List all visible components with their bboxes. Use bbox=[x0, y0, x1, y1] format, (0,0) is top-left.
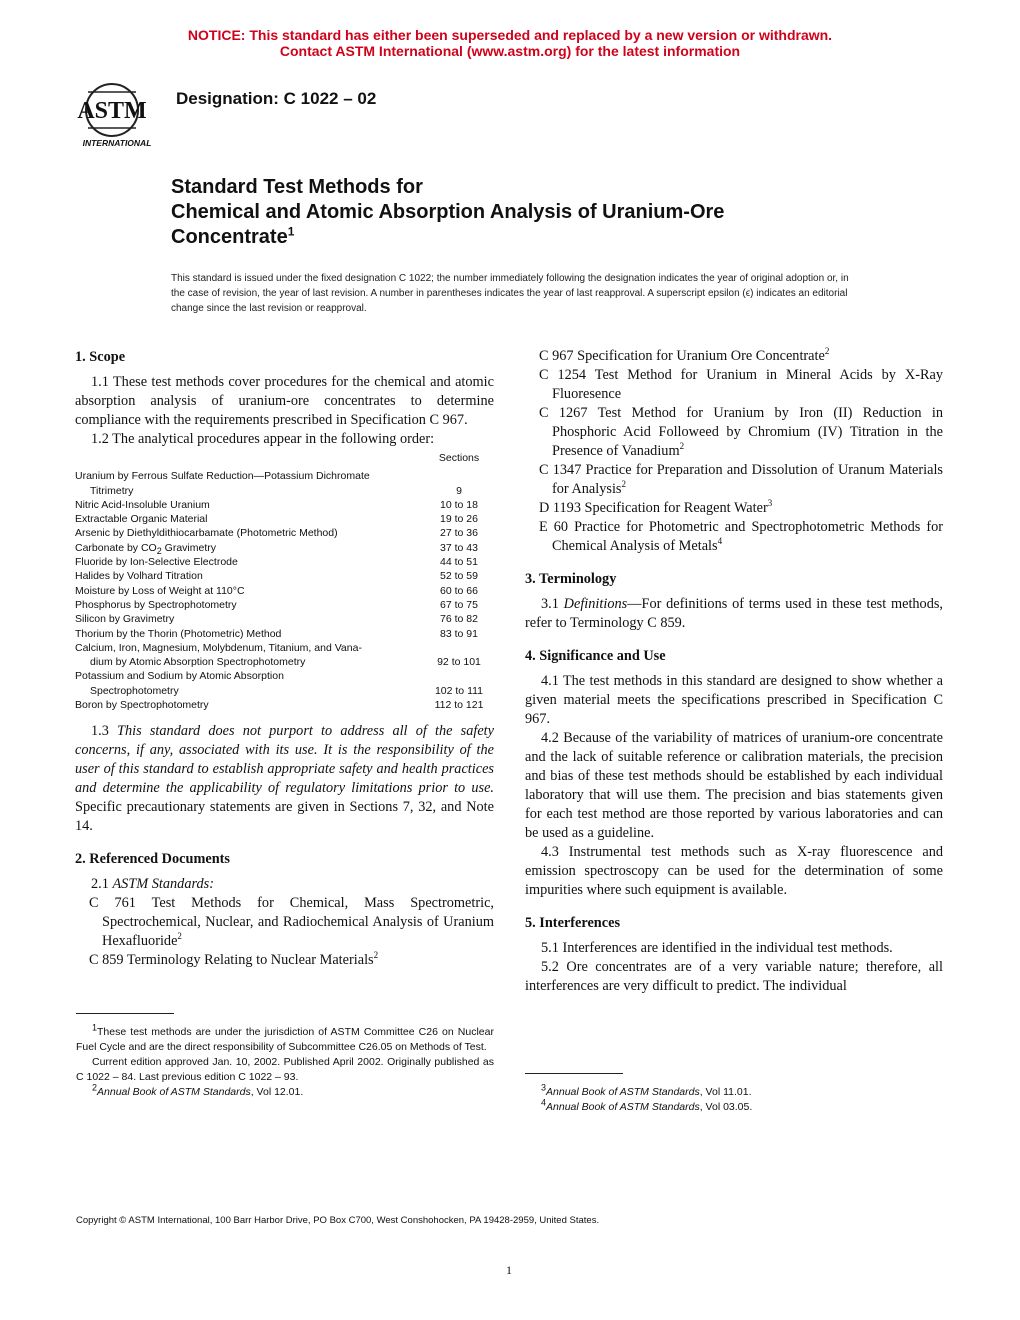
ref-item-fn: 2 bbox=[177, 931, 182, 942]
procedure-name bbox=[75, 541, 216, 555]
procedures-table-header bbox=[75, 451, 494, 465]
footnote-3-italic: Annual Book of ASTM Standards bbox=[546, 1086, 700, 1098]
procedures-row bbox=[75, 627, 494, 641]
procedure-name: Silicon by Gravimetry bbox=[75, 613, 175, 626]
procedure-sections: 112 to 121 bbox=[434, 699, 484, 712]
ref-item-text: C 1267 Test Method for Uranium by Iron (II) Reduction in Phosphoric Acid Followeed by Chromium (IV) Titration in the Presence of Vanadium bbox=[539, 405, 943, 459]
procedure-sections: 92 to 101 bbox=[437, 656, 481, 669]
procedure-sections: 52 to 59 bbox=[440, 570, 478, 583]
preamble: This standard is issued under the fixed designation C 1022; the number immediately following the designation indicates the year of original adoption or, in the case of revision, the year of last revision. A number in parentheses indicates the year of last reapproval. A superscript epsilon (ϵ) indicates an editorial change since the last revision or reapproval. bbox=[171, 273, 849, 314]
ref-item-text: C 761 Test Methods for Chemical, Mass Spectrometric, Spectrochemical, Nuclear, and Radiochemical Analysis of Uranium Hexafluoride bbox=[89, 895, 494, 950]
footnote-1-text: These test methods are under the jurisdiction of ASTM Committee C26 on Nuclear Fuel Cycle and are the direct responsibility of Subcommittee C26.05 on Methods of Test. bbox=[76, 1026, 494, 1053]
procedure-name: Nitric Acid-Insoluble Uranium bbox=[75, 498, 210, 511]
logo-letters: ASTM bbox=[77, 98, 147, 124]
footnote-2-mark: 2 bbox=[92, 1082, 98, 1093]
procedure-sections: 102 to 111 bbox=[434, 684, 484, 697]
procedure-sections: 67 to 75 bbox=[440, 598, 478, 611]
title-line-3-text: Concentrate bbox=[171, 226, 288, 248]
ref-item-fn: 4 bbox=[717, 536, 723, 547]
ref-item-text: C 1347 Practice for Preparation and Dissolution of Uranum Materials for Analysis bbox=[539, 462, 943, 497]
footnote-2-italic: Annual Book of ASTM Standards bbox=[97, 1086, 251, 1098]
footnote-rule-right bbox=[525, 1073, 623, 1074]
footnote-3-mark: 3 bbox=[541, 1082, 547, 1093]
scope-p3-italic: This standard does not purport to address all of the safety concerns, if any, associated with its use. It is the responsibility of the user of this standard to establish appropriate safety and health practices and determine the applicability of regulatory limitations prior to use. bbox=[75, 723, 494, 797]
procedure-name: Moisture by Loss of Weight at 110°C bbox=[75, 584, 245, 597]
astm-logo-icon bbox=[66, 80, 162, 150]
terminology-p1 bbox=[525, 595, 943, 633]
footnote-1b: Current edition approved Jan. 10, 2002. Published April 2002. Originally published as C 1022 – 84. Last previous edition C 1022 – 93. bbox=[76, 1056, 494, 1083]
procedure-name: Thorium by the Thorin (Photometric) Method bbox=[75, 627, 282, 640]
footnote-4-italic: Annual Book of ASTM Standards bbox=[546, 1101, 700, 1113]
footnote-3 bbox=[525, 1082, 943, 1100]
footnote-3-rest: , Vol 11.01. bbox=[699, 1086, 752, 1098]
interferences-heading: 5. Interferences bbox=[525, 915, 621, 931]
notice-line-2: Contact ASTM International (www.astm.org) for the latest information bbox=[279, 43, 741, 59]
footnote-rule-left bbox=[76, 1013, 174, 1014]
ref-item bbox=[89, 951, 494, 970]
ref-item bbox=[539, 404, 943, 461]
procedures-row bbox=[75, 612, 494, 626]
procedure-name: Fluoride by Ion-Selective Electrode bbox=[75, 556, 238, 569]
procedure-sections: 83 to 91 bbox=[440, 627, 478, 640]
ref-item bbox=[539, 518, 943, 556]
ref-item-text: C 859 Terminology Relating to Nuclear Materials bbox=[89, 952, 374, 969]
procedure-name: Uranium by Ferrous Sulfate Reduction—Potassium Dichromate bbox=[75, 470, 370, 483]
procedure-sections: 10 to 18 bbox=[440, 498, 478, 511]
ref-item bbox=[539, 499, 943, 518]
refdocs-heading: 2. Referenced Documents bbox=[75, 851, 230, 868]
copyright: Copyright © ASTM International, 100 Barr Harbor Drive, PO Box C700, West Conshohocken, PA 19428-2959, United States. bbox=[76, 1215, 600, 1226]
title-line-2: Chemical and Atomic Absorption Analysis of Uranium-Ore bbox=[171, 201, 725, 223]
procedure-name: Calcium, Iron, Magnesium, Molybdenum, Titanium, and Vana- bbox=[75, 641, 362, 654]
logo-caption: INTERNATIONAL bbox=[82, 138, 152, 148]
sections-header: Sections bbox=[438, 452, 480, 464]
title-line-3 bbox=[171, 225, 294, 250]
ref-item-text: C 967 Specification for Uranium Ore Concentrate bbox=[539, 348, 825, 364]
ref-item-fn: 2 bbox=[621, 479, 626, 490]
page-number: 1 bbox=[506, 1263, 512, 1277]
procedure-name: Phosphorus by Spectrophotometry bbox=[75, 598, 237, 611]
procedures-row bbox=[75, 584, 494, 598]
procedure-name-a: Carbonate by CO bbox=[75, 541, 157, 554]
procedures-row bbox=[75, 569, 494, 583]
footnotes-right bbox=[525, 1082, 943, 1115]
astm-logo bbox=[66, 80, 162, 150]
footnote-4-rest: , Vol 03.05. bbox=[699, 1101, 753, 1113]
procedure-name-cont: Spectrophotometry bbox=[90, 684, 179, 697]
procedure-name: Halides by Volhard Titration bbox=[75, 570, 203, 583]
title-footnote-mark: 1 bbox=[287, 224, 295, 239]
terminology-p1-num: 3.1 bbox=[541, 596, 564, 612]
ref-item bbox=[539, 461, 943, 499]
scope-p2: 1.2 The analytical procedures appear in the following order: bbox=[91, 431, 435, 447]
procedure-sections: 9 bbox=[456, 484, 462, 497]
ref-item bbox=[539, 347, 943, 366]
procedures-row bbox=[75, 598, 494, 612]
procedure-name: Arsenic by Diethyldithiocarbamate (Photometric Method) bbox=[75, 527, 338, 540]
left-column bbox=[75, 348, 494, 970]
ref-item-text: D 1193 Specification for Reagent Water bbox=[539, 500, 768, 516]
scope-p3-rest: Specific precautionary statements are given in Sections 7, 32, and Note 14. bbox=[75, 799, 494, 835]
procedures-row bbox=[75, 526, 494, 540]
significance-p1: 4.1 The test methods in this standard are designed to show whether a given material meets the specifications prescribed in Specification C 967. bbox=[525, 673, 943, 727]
terminology-heading: 3. Terminology bbox=[525, 571, 617, 587]
procedure-sections: 44 to 51 bbox=[440, 556, 478, 569]
procedures-row bbox=[75, 498, 494, 512]
scope-p1: 1.1 These test methods cover procedures for the chemical and atomic absorption analysis of uranium-ore concentrates to determine compliance with the requirements prescribed in Specification C 967. bbox=[75, 374, 494, 428]
scope-p3-num: 1.3 bbox=[91, 723, 118, 740]
terminology-p1-rest: —For definitions of terms used in these test methods, refer to Terminology C 859. bbox=[525, 596, 943, 631]
procedure-sections: 19 to 26 bbox=[440, 513, 478, 526]
significance-p2: 4.2 Because of the variability of matrices of uranium-ore concentrate and the lack of suitable reference or calibration materials, the precision and bias of these test methods should be established by each individual laboratory that will use them. The precision and bias statements given for each test method are those reported by various laboratories and can be used as a guideline. bbox=[525, 730, 943, 841]
procedures-row bbox=[75, 469, 494, 498]
procedure-name-c: Gravimetry bbox=[161, 541, 216, 554]
significance-heading: 4. Significance and Use bbox=[525, 648, 666, 664]
footnote-2 bbox=[76, 1082, 494, 1100]
procedures-row bbox=[75, 541, 494, 555]
footnote-2-rest: , Vol 12.01. bbox=[250, 1086, 304, 1098]
procedure-sections: 60 to 66 bbox=[440, 584, 478, 597]
title-line-1: Standard Test Methods for bbox=[171, 176, 423, 198]
ref-item-fn: 2 bbox=[373, 950, 379, 961]
ref-item-text: C 1254 Test Method for Uranium in Mineral Acids by X-Ray Fluoresence bbox=[539, 367, 943, 402]
significance-p3: 4.3 Instrumental test methods such as X-ray fluorescence and emission spectroscopy can be used for the determination of some impurities where such equipment is available. bbox=[525, 844, 943, 898]
footnote-1 bbox=[76, 1022, 494, 1055]
footnote-1-mark: 1 bbox=[92, 1022, 98, 1033]
footnote-4-mark: 4 bbox=[541, 1097, 547, 1108]
procedure-name: Potassium and Sodium by Atomic Absorption bbox=[75, 670, 284, 683]
notice-line-1: NOTICE: This standard has either been superseded and replaced by a new version or withdrawn. bbox=[187, 27, 833, 43]
refdocs-p1-italic: ASTM Standards: bbox=[112, 876, 214, 893]
procedure-name-cont: Titrimetry bbox=[90, 484, 134, 497]
procedures-row bbox=[75, 555, 494, 569]
procedures-row bbox=[75, 698, 494, 712]
procedures-table bbox=[75, 451, 494, 712]
procedure-name-sub: 2 bbox=[156, 545, 162, 556]
refdocs-p1 bbox=[75, 875, 494, 894]
scope-heading: 1. Scope bbox=[75, 349, 126, 365]
ref-item-fn: 3 bbox=[767, 498, 773, 509]
procedure-sections: 27 to 36 bbox=[440, 527, 478, 540]
procedures-row bbox=[75, 512, 494, 526]
interferences-p2: 5.2 Ore concentrates are of a very variable nature; therefore, all interferences are very difficult to predict. The individual bbox=[525, 959, 943, 994]
footnotes-left bbox=[76, 1022, 494, 1100]
ref-item-fn: 2 bbox=[824, 346, 830, 357]
procedure-sections: 76 to 82 bbox=[440, 613, 478, 626]
interferences-p1: 5.1 Interferences are identified in the individual test methods. bbox=[541, 940, 893, 956]
designation: Designation: C 1022 – 02 bbox=[176, 89, 377, 108]
ref-item bbox=[539, 366, 943, 404]
ref-item bbox=[89, 894, 494, 951]
procedures-row bbox=[75, 641, 494, 670]
ref-item-fn: 2 bbox=[679, 441, 685, 452]
ref-item-text: E 60 Practice for Photometric and Spectrophotometric Methods for Chemical Analysis of Metals bbox=[539, 519, 943, 554]
procedure-name: Extractable Organic Material bbox=[75, 513, 208, 526]
procedure-name: Boron by Spectrophotometry bbox=[75, 699, 209, 712]
procedure-sections: 37 to 43 bbox=[440, 541, 478, 554]
right-column bbox=[525, 347, 943, 996]
terminology-p1-italic: Definitions bbox=[563, 596, 628, 612]
refdocs-p1-num: 2.1 bbox=[91, 876, 113, 893]
footnote-4 bbox=[525, 1097, 943, 1115]
scope-p3 bbox=[75, 722, 494, 836]
procedures-row bbox=[75, 669, 494, 698]
procedure-name-cont: dium by Atomic Absorption Spectrophotometry bbox=[90, 656, 306, 669]
